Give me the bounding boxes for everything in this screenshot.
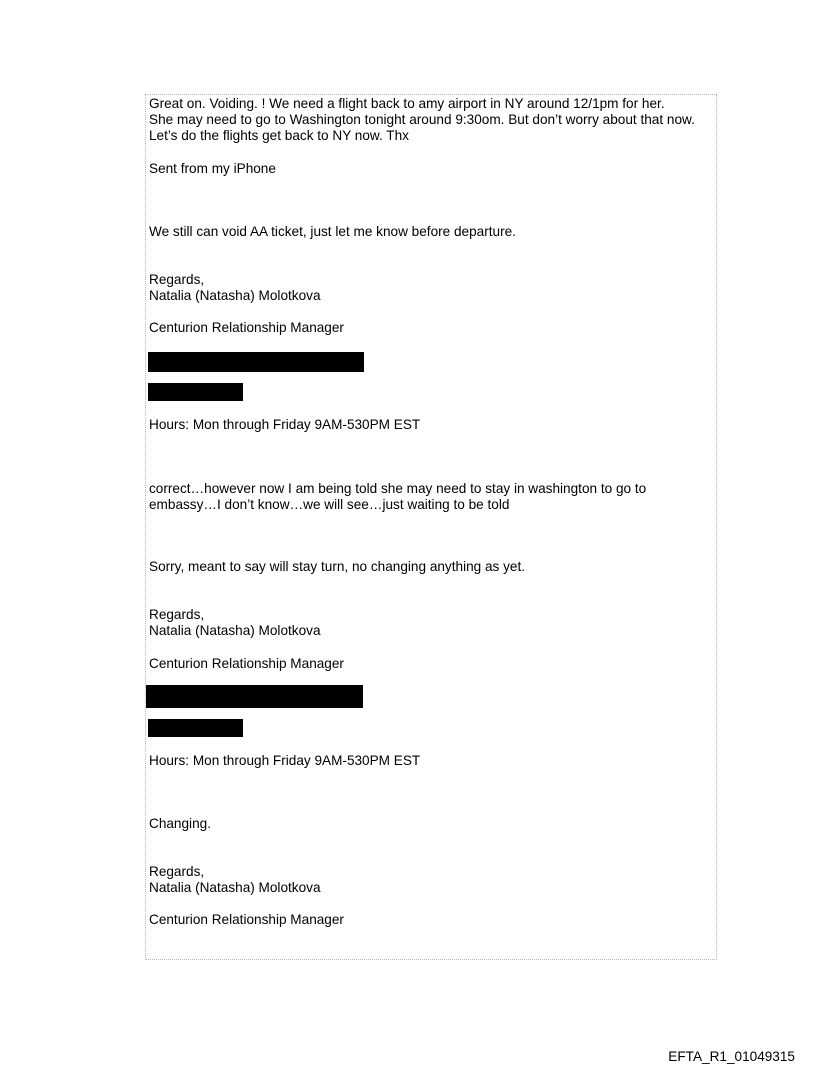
signature-title: Centurion Relationship Manager	[149, 320, 344, 335]
email-text-line: Great on. Voiding. ! We need a flight back to amy airport in NY around 12/1pm for her.	[149, 96, 665, 111]
signature-regards: Regards,	[149, 864, 205, 879]
signature-name: Natalia (Natasha) Molotkova	[149, 623, 321, 638]
signature-title: Centurion Relationship Manager	[149, 656, 344, 671]
email-text-line: correct…however now I am being told she may need to stay in washington to go to	[149, 481, 647, 496]
email-text-line: Changing.	[149, 816, 211, 831]
redaction-bar	[146, 685, 363, 708]
email-text-line: Let’s do the flights get back to NY now. Thx	[149, 128, 409, 143]
email-text-line: Sorry, meant to say will stay turn, no changing anything as yet.	[149, 559, 526, 574]
signature-title: Centurion Relationship Manager	[149, 912, 344, 927]
redaction-bar	[148, 719, 243, 737]
redaction-bar	[148, 383, 243, 401]
signature-hours: Hours: Mon through Friday 9AM-530PM EST	[149, 417, 421, 432]
email-text-line: She may need to go to Washington tonight around 9:30om. But don’t worry about that now.	[149, 112, 695, 127]
signature-regards: Regards,	[149, 607, 205, 622]
signature-name: Natalia (Natasha) Molotkova	[149, 288, 321, 303]
document-id: EFTA_R1_01049315	[668, 1049, 795, 1064]
sent-from-line: Sent from my iPhone	[149, 161, 276, 176]
signature-hours: Hours: Mon through Friday 9AM-530PM EST	[149, 753, 421, 768]
signature-name: Natalia (Natasha) Molotkova	[149, 880, 321, 895]
redaction-bar	[148, 352, 364, 372]
email-text-line: embassy…I don’t know…we will see…just waiting to be told	[149, 497, 510, 512]
signature-regards: Regards,	[149, 272, 205, 287]
email-text-line: We still can void AA ticket, just let me know before departure.	[149, 224, 516, 239]
